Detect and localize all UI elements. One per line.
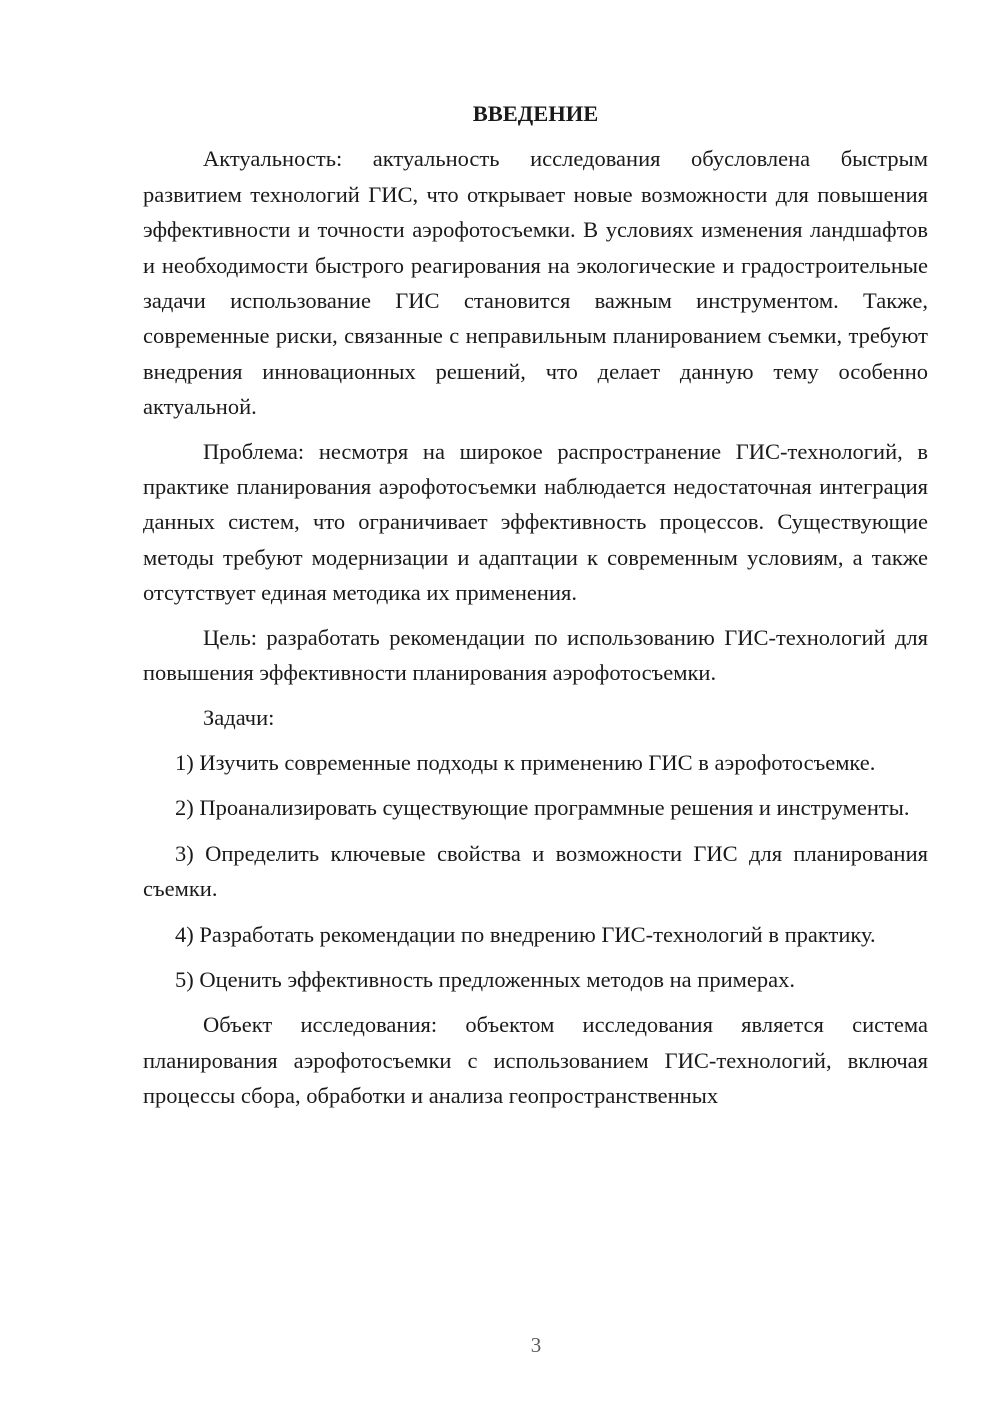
task-item: 1) Изучить современные подходы к применению ГИС в аэрофотосъемке. <box>175 749 876 775</box>
task-item: 5) Оценить эффективность предложенных методов на примерах. <box>175 966 795 992</box>
tasks-heading: Задачи: <box>203 704 275 730</box>
document-page <box>143 96 928 1123</box>
paragraph-problem: Проблема: несмотря на широкое распространение ГИС-технологий, в практике планирования аэрофотосъемки наблюдается недостаточная интеграция данных систем, что ограничивает эффективность процессов. Существующие методы требуют модернизации и адаптации к современным условиям, а также отсутствует единая методика их применения. <box>143 438 928 606</box>
task-item: 4) Разработать рекомендации по внедрению ГИС-технологий в практику. <box>175 921 876 947</box>
section-title: ВВЕДЕНИЕ <box>472 101 599 126</box>
page-number: 3 <box>530 1333 542 1357</box>
task-item: 2) Проанализировать существующие программные решения и инструменты. <box>175 795 910 821</box>
task-item: 3) Определить ключевые свойства и возможности ГИС для планирования съемки. <box>143 840 928 902</box>
paragraph-relevance: Актуальность: актуальность исследования обусловлена быстрым развитием технологий ГИС, что открывает новые возможности для повышения эффективности и точности аэрофотосъемки. В условиях изменения ландшафтов и необходимости быстрого реагирования на экологические и градостроительные задачи использование ГИС становится важным инструментом. Также, современные риски, связанные с неправильным планированием съемки, требуют внедрения инновационных решений, что делает данную тему особенно актуальной. <box>143 146 928 420</box>
paragraph-goal: Цель: разработать рекомендации по использованию ГИС-технологий для повышения эффективности планирования аэрофотосъемки. <box>143 624 928 686</box>
paragraph-object: Объект исследования: объектом исследования является система планирования аэрофотосъемки с использованием ГИС-технологий, включая процессы сбора, обработки и анализа геопространственных <box>143 1012 928 1109</box>
